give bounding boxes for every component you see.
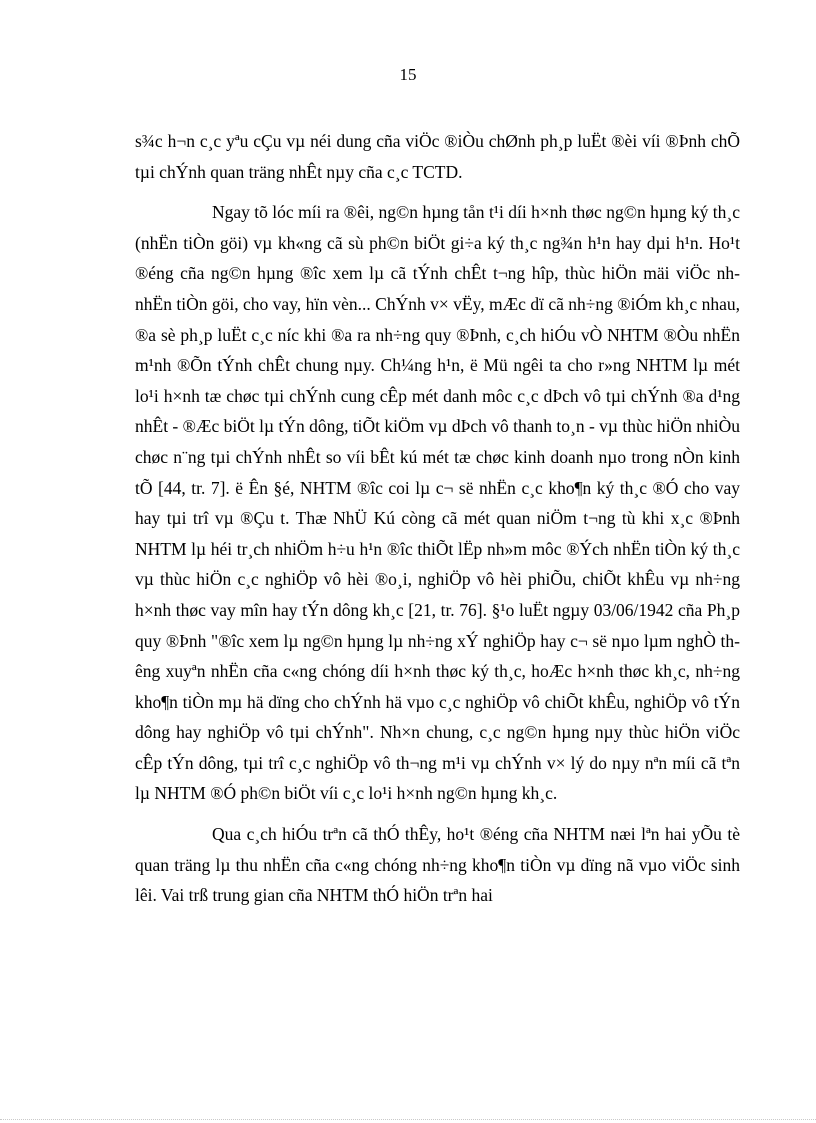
paragraph-intermediary-role: Qua c¸ch hiÓu trªn cã thÓ thÊy, ho¹t ®éng cña NHTM næi lªn hai yÕu tè quan träng lµ thu nhËn cña c«ng chóng nh÷ng kho¶n tiÒn vµ dïng nã vµo viÖc sinh lêi. Vai trß trung gian cña NHTM thÓ hiÖn trªn hai (135, 824, 740, 906)
paragraph-bank-definitions: Ngay tõ lóc míi ra ®êi, ng©n hµng tån t¹i díi h×nh thøc ng©n hµng ký th¸c (nhËn tiÒn göi) vµ kh«ng cã sù ph©n biÖt gi÷a ký th¸c ng¾n h¹n hay dµi h¹n. Ho¹t ®éng cña ng©n hµng ®îc xem lµ cã tÝnh chÊt t¬ng hîp, thùc hiÖn mäi viÖc nh nhËn tiÒn göi, cho vay, hïn vèn... ChÝnh v× vËy, mÆc dï cã nh÷ng ®iÓm kh¸c nhau, ®a sè ph¸p luËt c¸c níc khi ®a ra nh÷ng quy ®Þnh, c¸ch hiÓu vÒ NHTM ®Òu nhËn m¹nh ®Õn tÝnh chÊt chung nµy. Ch¼ng h¹n, ë Mü ngêi ta cho r»ng NHTM lµ mét lo¹i h×nh tæ chøc tµi chÝnh cung cÊp mét danh môc c¸c dÞch vô tµi chÝnh ®a d¹ng nhÊt - ®Æc biÖt lµ tÝn dông, tiÕt kiÖm vµ dÞch vô thanh to¸n - vµ thùc hiÖn nhiÒu chøc n¨ng tµi chÝnh nhÊt so víi bÊt kú mét tæ chøc kinh doanh nµo trong nÒn kinh tÕ [44, tr. 7]. ë Ên §é, NHTM ®îc coi lµ c¬ së nhËn c¸c kho¶n ký th¸c ®Ó cho vay hay tµi trî vµ ®Çu t. Thæ NhÜ Kú còng cã mét quan niÖm t¬ng tù khi x¸c ®Þnh NHTM lµ héi tr¸ch nhiÖm h÷u h¹n ®îc thiÕt lËp nh»m môc ®Ých nhËn tiÒn ký th¸c vµ thùc hiÖn c¸c nghiÖp vô hèi ®o¸i, nghiÖp vô hèi phiÕu, chiÕt khÊu vµ nh÷ng h×nh thøc vay mîn hay tÝn dông kh¸c [21, tr. 76]. §¹o luËt ngµy 03/06/1942 cña Ph¸p quy ®Þnh "®îc xem lµ ng©n hµng lµ nh÷ng xÝ nghiÖp hay c¬ së nµo lµm nghÒ thêng xuyªn nhËn cña c«ng chóng díi h×nh thøc ký th¸c, hoÆc h×nh thøc kh¸c, nh÷ng kho¶n tiÒn mµ hä dïng cho chÝnh hä vµo c¸c nghiÖp vô chiÕt khÊu, nghiÖp vô tÝn dông hay nghiÖp vô tµi chÝnh". Nh×n chung, c¸c ng©n hµng nµy thùc hiÖn viÖc cÊp tÝn dông, tµi trî c¸c nghiÖp vô th¬ng m¹i vµ chÝnh v× lý do nµy nªn míi cã tªn lµ NHTM ®Ó ph©n biÖt víi c¸c lo¹i h×nh ng©n hµng kh¸c. (135, 202, 740, 804)
paragraph-continuation: s¾c h¬n c¸c yªu cÇu vµ néi dung cña viÖc ®iÒu chØnh ph¸p luËt ®èi víi ®Þnh chÕ tµi chÝnh quan träng nhÊt nµy cña c¸c TCTD. (135, 131, 740, 182)
page-number: 15 (399, 65, 417, 84)
body-text (135, 126, 740, 921)
page-bottom-border (0, 1119, 816, 1120)
